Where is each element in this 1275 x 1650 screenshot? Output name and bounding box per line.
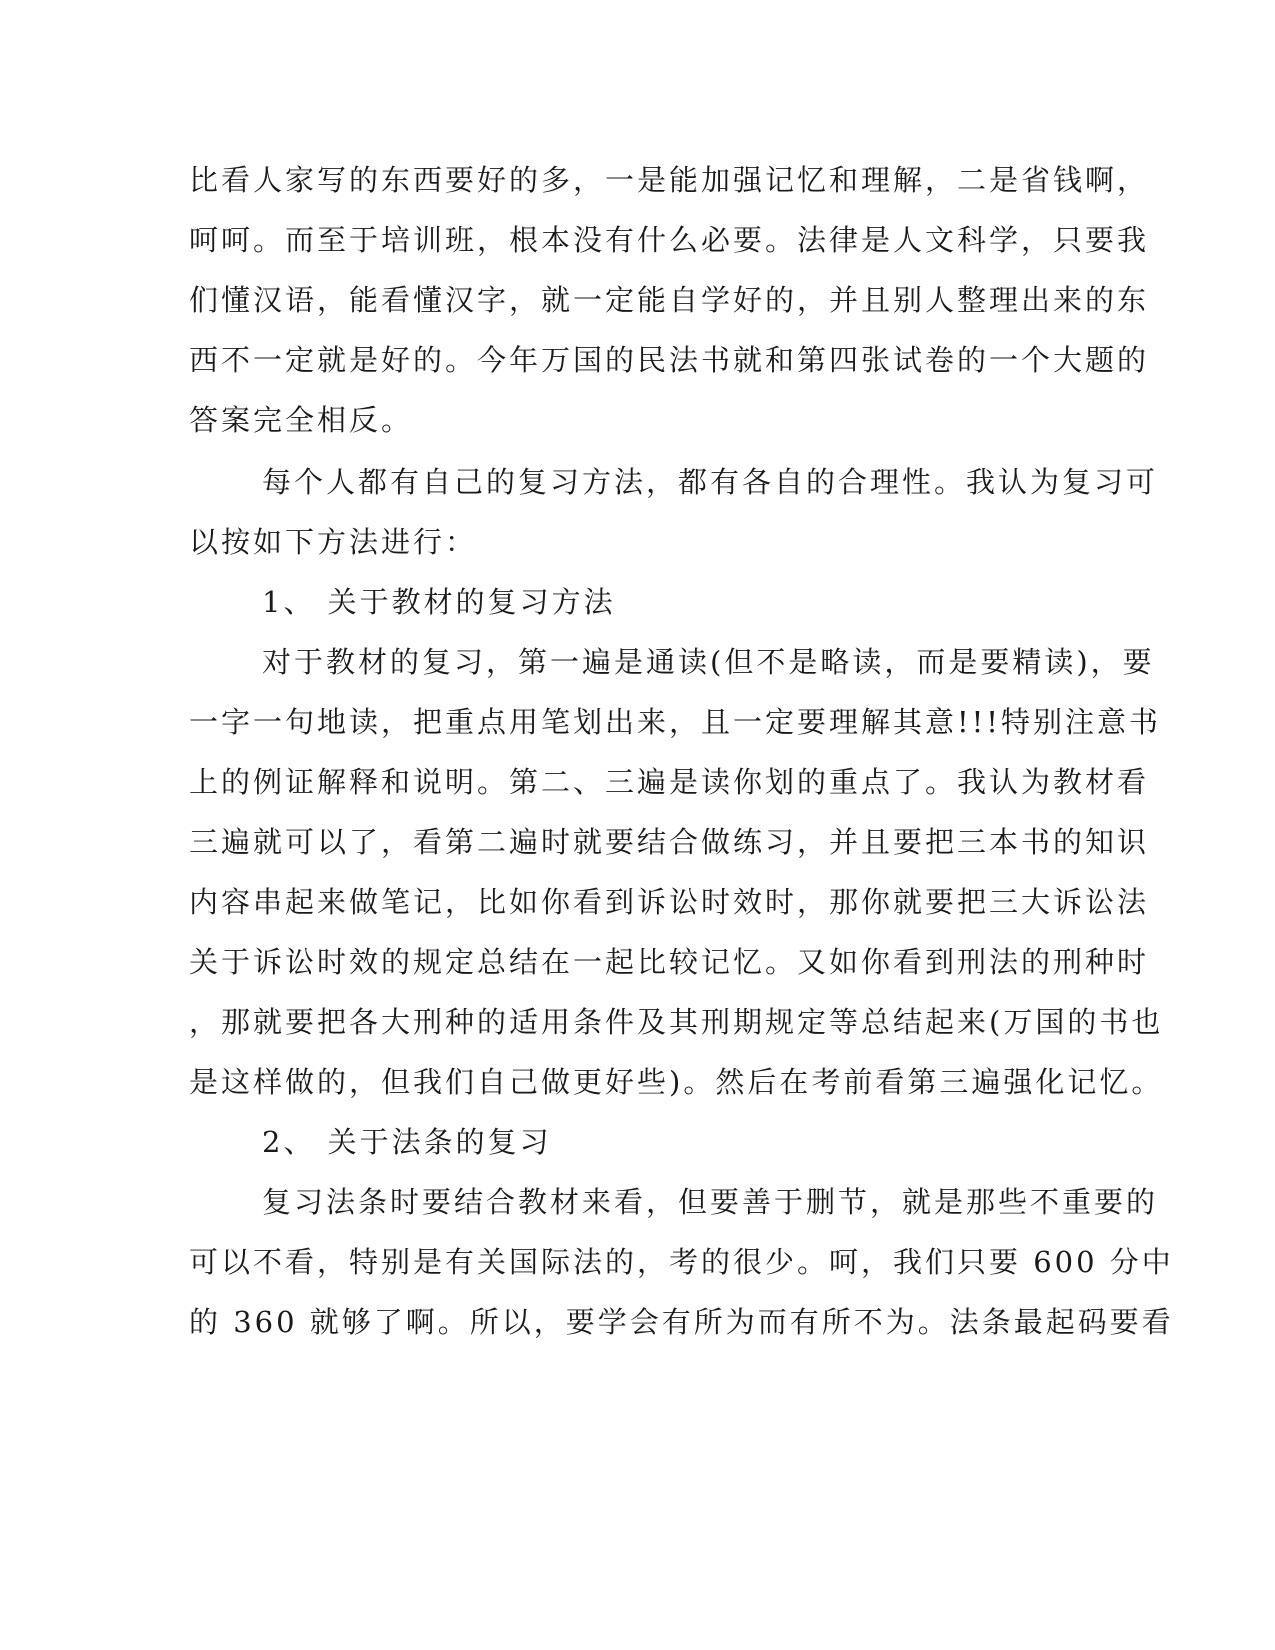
text-line: 们懂汉语，能看懂汉字，就一定能自学好的，并且别人整理出来的东 (189, 283, 1150, 317)
text-line: 答案完全相反。 (189, 403, 414, 437)
text-line: 西不一定就是好的。今年万国的民法书就和第四张试卷的一个大题的 (189, 343, 1150, 377)
text-line: 上的例证解释和说明。第二、三遍是读你划的重点了。我认为教材看 (189, 765, 1150, 799)
section-heading: 2、 关于法条的复习 (262, 1125, 552, 1159)
text-line: 比看人家写的东西要好的多，一是能加强记忆和理解，二是省钱啊， (189, 163, 1150, 197)
paragraph-first-line: 对于教材的复习，第一遍是通读(但不是略读，而是要精读)，要 (262, 645, 1155, 679)
text-line: 的 360 就够了啊。所以，要学会有所为而有所不为。法条最起码要看 (189, 1305, 1174, 1339)
paragraph-first-line: 复习法条时要结合教材来看，但要善于删节，就是那些不重要的 (262, 1185, 1159, 1219)
text-line: 一字一句地读，把重点用笔划出来，且一定要理解其意!!!特别注意书 (189, 705, 1161, 739)
text-line: ，那就要把各大刑种的适用条件及其刑期规定等总结起来(万国的书也 (189, 1005, 1164, 1039)
text-line: 呵呵。而至于培训班，根本没有什么必要。法律是人文科学，只要我 (189, 223, 1150, 257)
section-heading: 1、 关于教材的复习方法 (262, 585, 616, 619)
text-line: 三遍就可以了，看第二遍时就要结合做练习，并且要把三本书的知识 (189, 825, 1150, 859)
text-line: 关于诉讼时效的规定总结在一起比较记忆。又如你看到刑法的刑种时 (189, 945, 1150, 979)
text-line: 是这样做的，但我们自己做更好些)。然后在考前看第三遍强化记忆。 (189, 1065, 1164, 1099)
text-line: 以按如下方法进行： (189, 525, 478, 559)
text-line: 可以不看，特别是有关国际法的，考的很少。呵，我们只要 600 分中 (189, 1245, 1174, 1279)
paragraph-first-line: 每个人都有自己的复习方法，都有各自的合理性。我认为复习可 (262, 465, 1159, 499)
text-line: 内容串起来做笔记，比如你看到诉讼时效时，那你就要把三大诉讼法 (189, 885, 1150, 919)
